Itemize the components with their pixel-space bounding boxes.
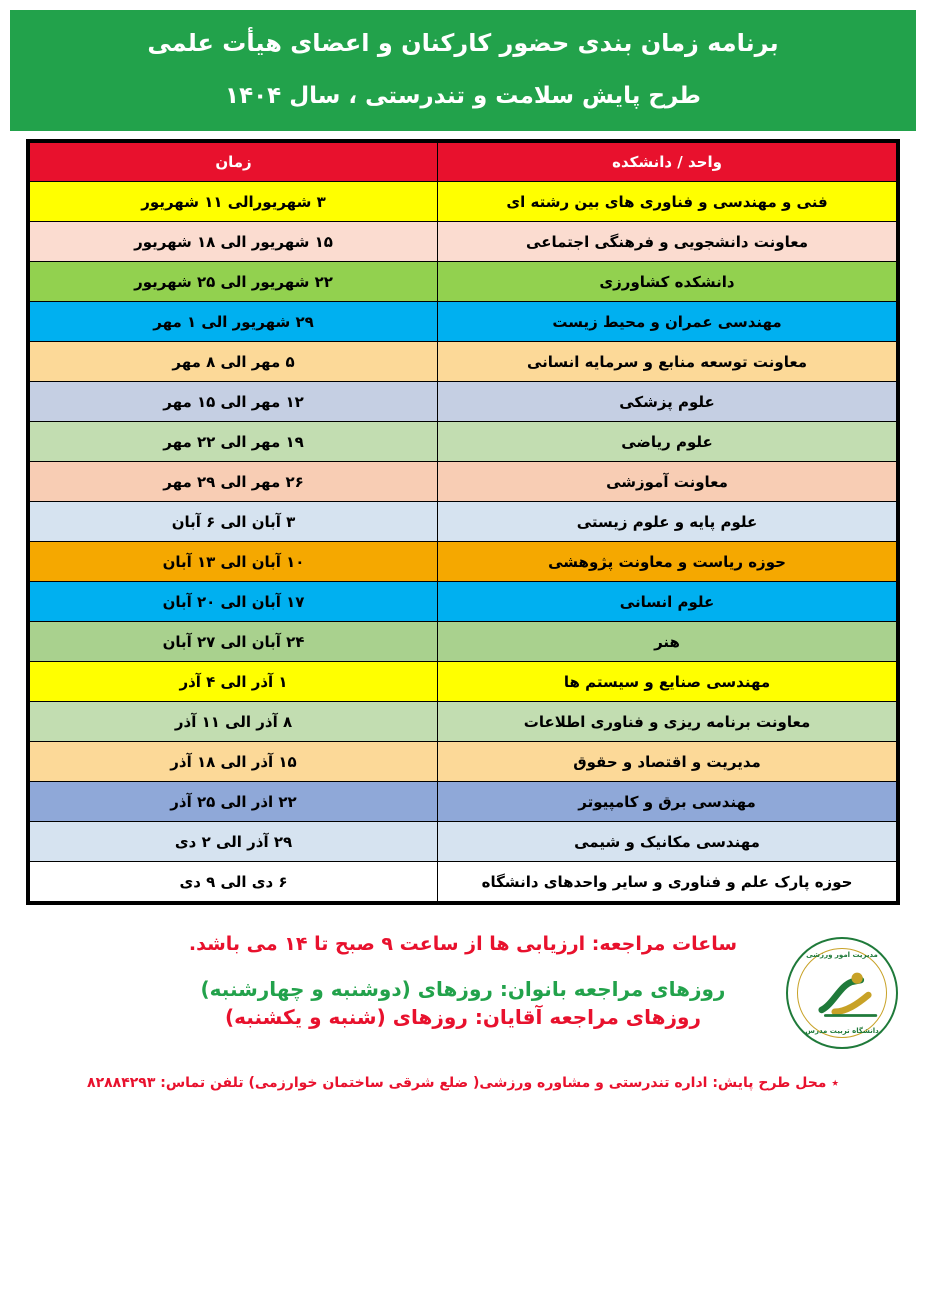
- table-body: [30, 182, 897, 902]
- cell-time: ۳ شهریورالی ۱۱ شهریور: [30, 182, 438, 222]
- table-row: [30, 862, 897, 902]
- cell-time: ۳ آبان الی ۶ آبان: [30, 502, 438, 542]
- cell-time: ۲۲ اذر الی ۲۵ آذر: [30, 782, 438, 822]
- cell-unit: هنر: [438, 622, 897, 662]
- cell-unit: حوزه پارک علم و فناوری و سایر واحدهای دانشگاه: [438, 862, 897, 902]
- cell-time: ۸ آذر الی ۱۱ آذر: [30, 702, 438, 742]
- cell-unit: مهندسی صنایع و سیستم ها: [438, 662, 897, 702]
- table-row: [30, 262, 897, 302]
- schedule-table-container: [26, 139, 900, 905]
- women-days-note: روزهای مراجعه بانوان: روزهای (دوشنبه و چهارشنبه): [200, 977, 726, 1002]
- cell-unit: مدیریت و اقتصاد و حقوق: [438, 742, 897, 782]
- logo-bottom-text: دانشگاه تربیت مدرس: [805, 1027, 879, 1036]
- table-row: [30, 342, 897, 382]
- cell-time: ۱ آذر الی ۴ آذر: [30, 662, 438, 702]
- athlete-figure-icon: [803, 967, 896, 1023]
- cell-time: ۶ دی الی ۹ دی: [30, 862, 438, 902]
- table-row: [30, 502, 897, 542]
- cell-time: ۱۹ مهر الی ۲۲ مهر: [30, 422, 438, 462]
- cell-unit: مهندسی برق و کامپیوتر: [438, 782, 897, 822]
- table-row: [30, 462, 897, 502]
- men-days-note: روزهای مراجعه آقایان: روزهای (شنبه و یکشنبه): [225, 1005, 701, 1030]
- cell-time: ۵ مهر الی ۸ مهر: [30, 342, 438, 382]
- sports-management-logo: [778, 937, 898, 1077]
- table-row: [30, 582, 897, 622]
- cell-time: ۲۲ شهریور الی ۲۵ شهریور: [30, 262, 438, 302]
- cell-unit: معاونت دانشجویی و فرهنگی اجتماعی: [438, 222, 897, 262]
- cell-time: ۱۷ آبان الی ۲۰ آبان: [30, 582, 438, 622]
- header-title-line1: برنامه زمان بندی حضور کارکنان و اعضای هیأت علمی: [147, 29, 779, 57]
- poster-footer: [0, 933, 926, 1091]
- table-row: [30, 702, 897, 742]
- table-row: [30, 622, 897, 662]
- cell-unit: معاونت برنامه ریزی و فناوری اطلاعات: [438, 702, 897, 742]
- cell-time: ۱۵ آذر الی ۱۸ آذر: [30, 742, 438, 782]
- table-row: [30, 542, 897, 582]
- column-header-time: زمان: [30, 143, 438, 182]
- table-row: [30, 422, 897, 462]
- cell-unit: علوم ریاضی: [438, 422, 897, 462]
- cell-unit: دانشکده کشاورزی: [438, 262, 897, 302]
- cell-time: ۱۵ شهریور الی ۱۸ شهریور: [30, 222, 438, 262]
- poster-page: [0, 10, 926, 1290]
- cell-unit: فنی و مهندسی و فناوری های بین رشته ای: [438, 182, 897, 222]
- logo-ring: [786, 937, 898, 1049]
- schedule-table: [29, 142, 897, 902]
- table-row: [30, 182, 897, 222]
- cell-unit: علوم پزشکی: [438, 382, 897, 422]
- cell-time: ۲۹ آذر الی ۲ دی: [30, 822, 438, 862]
- table-row: [30, 302, 897, 342]
- cell-time: ۱۲ مهر الی ۱۵ مهر: [30, 382, 438, 422]
- table-row: [30, 742, 897, 782]
- table-row: [30, 782, 897, 822]
- cell-time: ۲۹ شهریور الی ۱ مهر: [30, 302, 438, 342]
- logo-top-text: مدیریت امور ورزشی: [806, 951, 878, 960]
- table-row: [30, 382, 897, 422]
- cell-time: ۲۶ مهر الی ۲۹ مهر: [30, 462, 438, 502]
- column-header-unit: واحد / دانشکده: [438, 143, 897, 182]
- header-title-line2: طرح پایش سلامت و تندرستی ، سال ۱۴۰۴: [225, 83, 701, 110]
- cell-unit: علوم انسانی: [438, 582, 897, 622]
- cell-time: ۱۰ آبان الی ۱۳ آبان: [30, 542, 438, 582]
- table-row: [30, 662, 897, 702]
- table-header-row: [30, 143, 897, 182]
- table-row: [30, 822, 897, 862]
- cell-unit: علوم پایه و علوم زیستی: [438, 502, 897, 542]
- cell-unit: معاونت آموزشی: [438, 462, 897, 502]
- cell-unit: مهندسی عمران و محیط زیست: [438, 302, 897, 342]
- table-head: [30, 143, 897, 182]
- cell-unit: معاونت توسعه منابع و سرمایه انسانی: [438, 342, 897, 382]
- cell-unit: حوزه ریاست و معاونت پژوهشی: [438, 542, 897, 582]
- visit-hours-note: ساعات مراجعه: ارزیابی ها از ساعت ۹ صبح تا ۱۴ می باشد.: [188, 933, 738, 956]
- cell-time: ۲۴ آبان الی ۲۷ آبان: [30, 622, 438, 662]
- location-phone-note: ٭ محل طرح پایش: اداره تندرستی و مشاوره ورزشی( ضلع شرقی ساختمان خوارزمی) تلفن تماس: ۸۲۸۸۴۲۹۳: [87, 1075, 839, 1092]
- poster-header: [10, 10, 916, 131]
- table-row: [30, 222, 897, 262]
- cell-unit: مهندسی مکانیک و شیمی: [438, 822, 897, 862]
